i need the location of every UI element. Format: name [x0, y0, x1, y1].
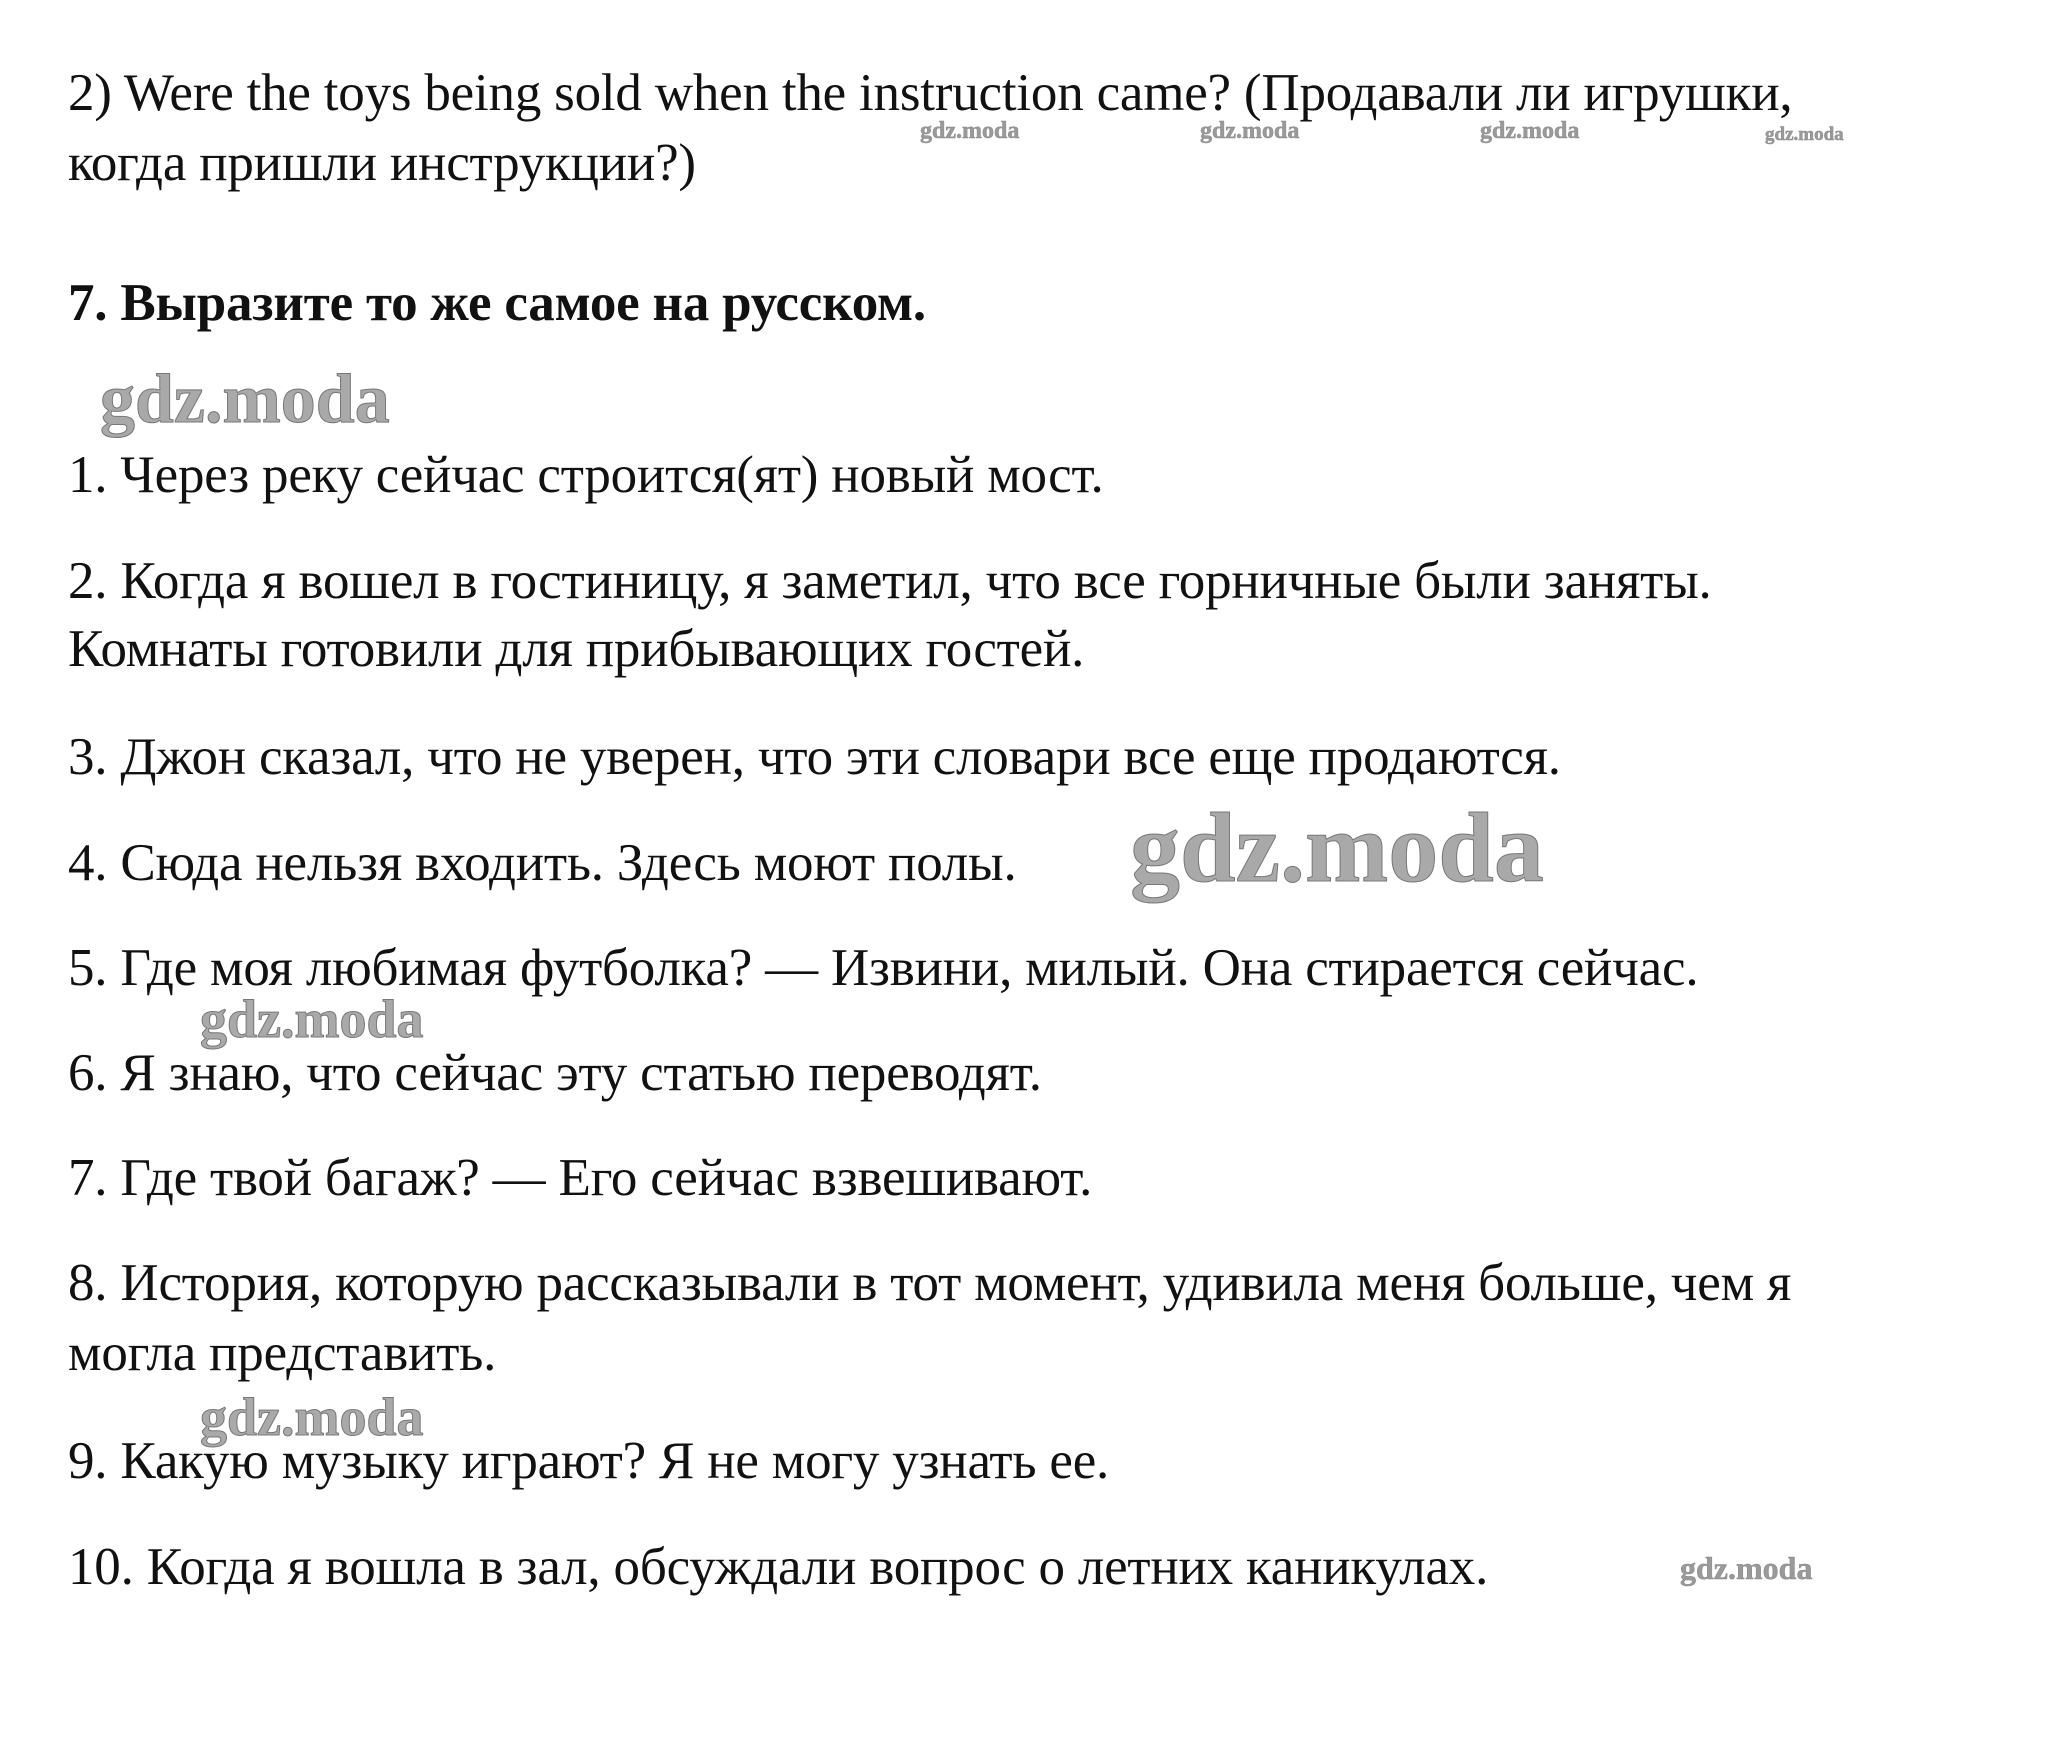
list-item: 2. Когда я вошел в гостиницу, я заметил, что все горничные были заняты. — [68, 552, 1712, 610]
list-item: 3. Джон сказал, что не уверен, что эти словари все еще продаются. — [68, 728, 1561, 786]
list-item: Комнаты готовили для прибывающих гостей. — [68, 620, 1085, 678]
list-item: 6. Я знаю, что сейчас эту статью переводят. — [68, 1044, 1042, 1102]
list-item: могла представить. — [68, 1324, 497, 1382]
watermark: gdz.moda — [1130, 792, 1544, 903]
list-item: 10. Когда я вошла в зал, обсуждали вопрос о летних каникулах. — [68, 1538, 1489, 1596]
list-item: 1. Через реку сейчас строится(ят) новый мост. — [68, 446, 1104, 504]
watermark: gdz.moda — [200, 989, 424, 1049]
list-item: 4. Сюда нельзя входить. Здесь моют полы. — [68, 834, 1017, 892]
exercise-heading: 7. Выразите то же самое на русском. — [68, 274, 926, 332]
watermark: gdz.moda — [1680, 1550, 1813, 1586]
watermark: gdz.moda — [1200, 118, 1300, 144]
watermark: gdz.moda — [920, 118, 1020, 144]
list-item: 8. История, которую рассказывали в тот момент, удивила меня больше, чем я — [68, 1254, 1792, 1312]
answer-2-line-1: 2) Were the toys being sold when the instruction came? (Продавали ли игрушки, — [68, 64, 1793, 122]
watermark: gdz.moda — [100, 361, 390, 438]
answer-2-line-2: когда пришли инструкции?) — [68, 134, 696, 192]
list-item: 5. Где моя любимая футболка? — Извини, милый. Она стирается сейчас. — [68, 939, 1699, 997]
watermark: gdz.moda — [200, 1387, 424, 1447]
list-item: 9. Какую музыку играют? Я не могу узнать ее. — [68, 1432, 1110, 1490]
watermark: gdz.moda — [1765, 124, 1844, 145]
watermark: gdz.moda — [1480, 118, 1580, 144]
list-item: 7. Где твой багаж? — Его сейчас взвешивают. — [68, 1149, 1093, 1207]
